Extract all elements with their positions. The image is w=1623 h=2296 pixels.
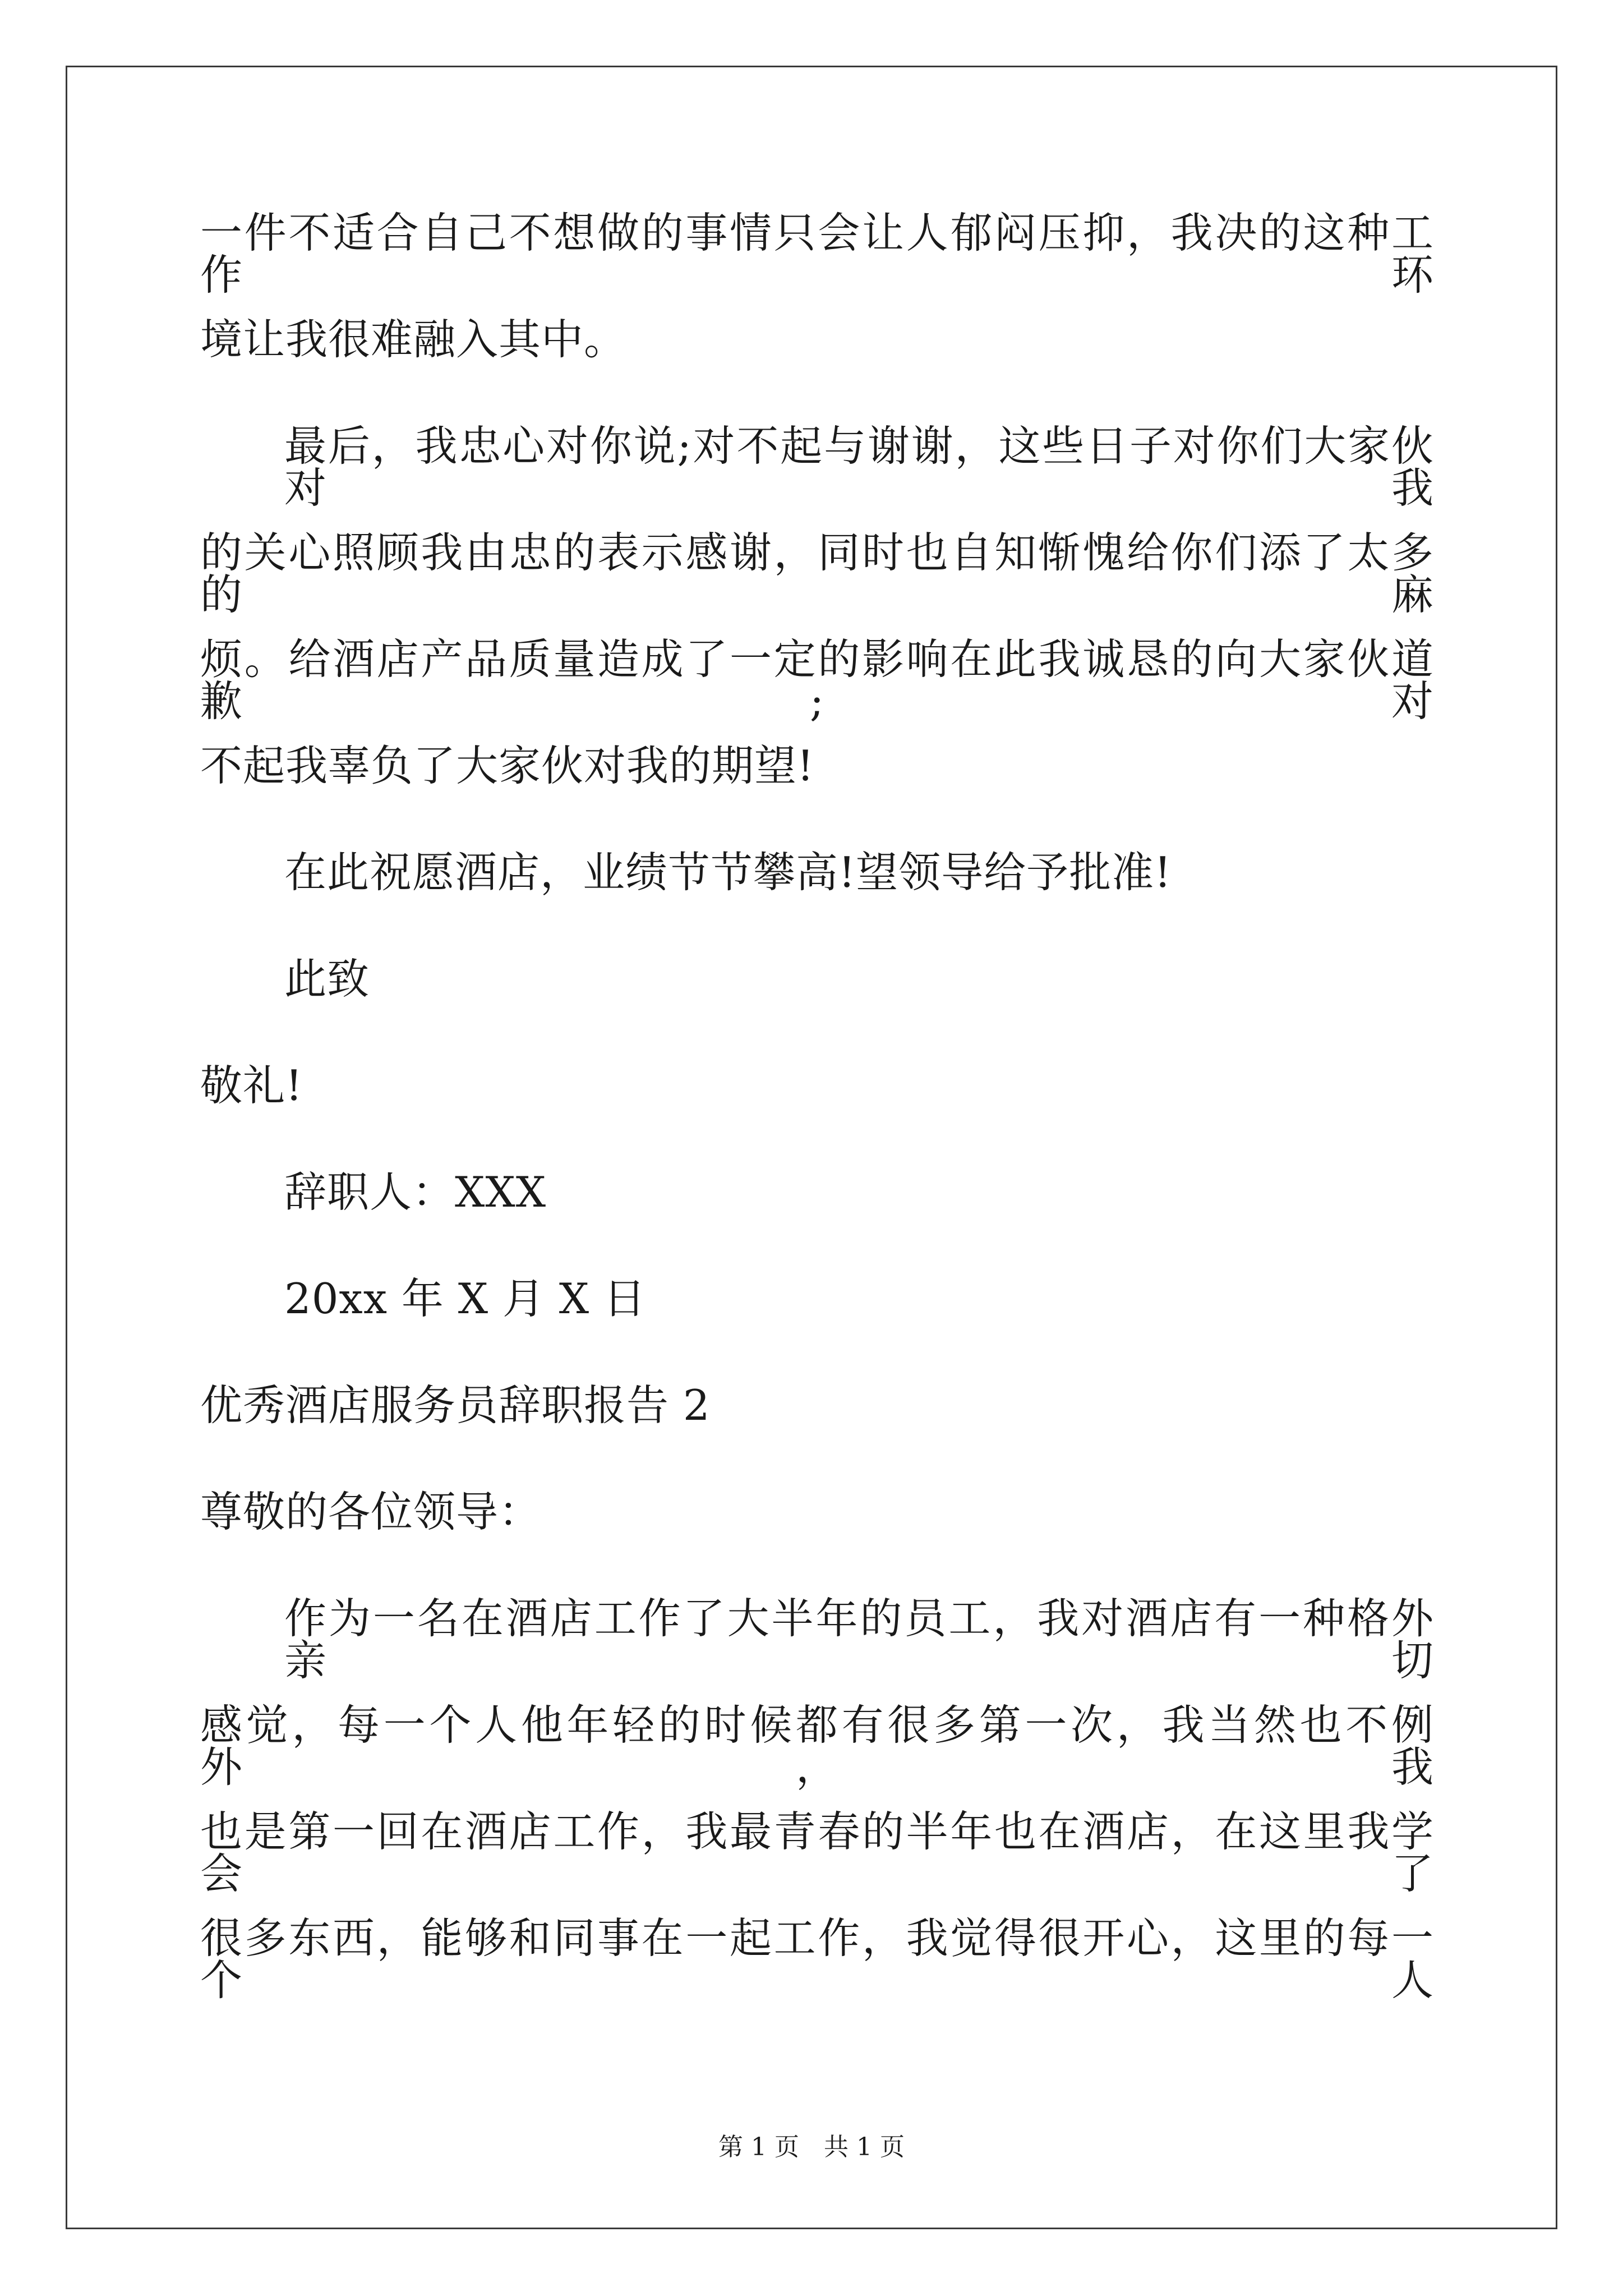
closing-salutation: 此致 bbox=[284, 954, 370, 1004]
date-line: 20xx 年 X 月 X 日 bbox=[284, 1274, 647, 1323]
greeting-line: 尊敬的各位领导： bbox=[200, 1487, 542, 1536]
paragraph-line: 感觉，每一个人他年轻的时候都有很多第一次，我当然也不例外，我 bbox=[200, 1700, 1434, 1792]
section-title: 优秀酒店服务员辞职报告 2 bbox=[200, 1381, 711, 1430]
paragraph-line: 也是第一回在酒店工作，我最青春的半年也在酒店，在这里我学会了 bbox=[200, 1807, 1434, 1898]
paragraph-line: 一件不适合自己不想做的事情只会让人郁闷压抑，我决的这种工作环 bbox=[200, 208, 1434, 300]
paragraph-line: 不起我辜负了大家伙对我的期望! bbox=[200, 741, 815, 790]
paragraph-line: 最后，我忠心对你说;对不起与谢谢，这些日子对你们大家伙对我 bbox=[284, 421, 1434, 513]
paragraph-line: 的关心照顾我由忠的表示感谢，同时也自知惭愧给你们添了太多的麻 bbox=[200, 528, 1434, 619]
paragraph-line: 烦。给酒店产品质量造成了一定的影响在此我诚恳的向大家伙道歉;对 bbox=[200, 634, 1434, 726]
signature-line: 辞职人：XXX bbox=[284, 1167, 547, 1217]
paragraph-line: 在此祝愿酒店，业绩节节攀高!望领导给予批准! bbox=[284, 848, 1172, 897]
document-body bbox=[200, 208, 1434, 2024]
closing-regards: 敬礼! bbox=[200, 1061, 303, 1110]
page-number-footer: 第 1 页 共 1 页 bbox=[718, 2133, 905, 2161]
paragraph-line: 作为一名在酒店工作了大半年的员工，我对酒店有一种格外亲切 bbox=[284, 1594, 1434, 1685]
paragraph-line: 境让我很难融入其中。 bbox=[200, 315, 627, 364]
paragraph-line: 很多东西，能够和同事在一起工作，我觉得很开心，这里的每一个人 bbox=[200, 1913, 1434, 2005]
